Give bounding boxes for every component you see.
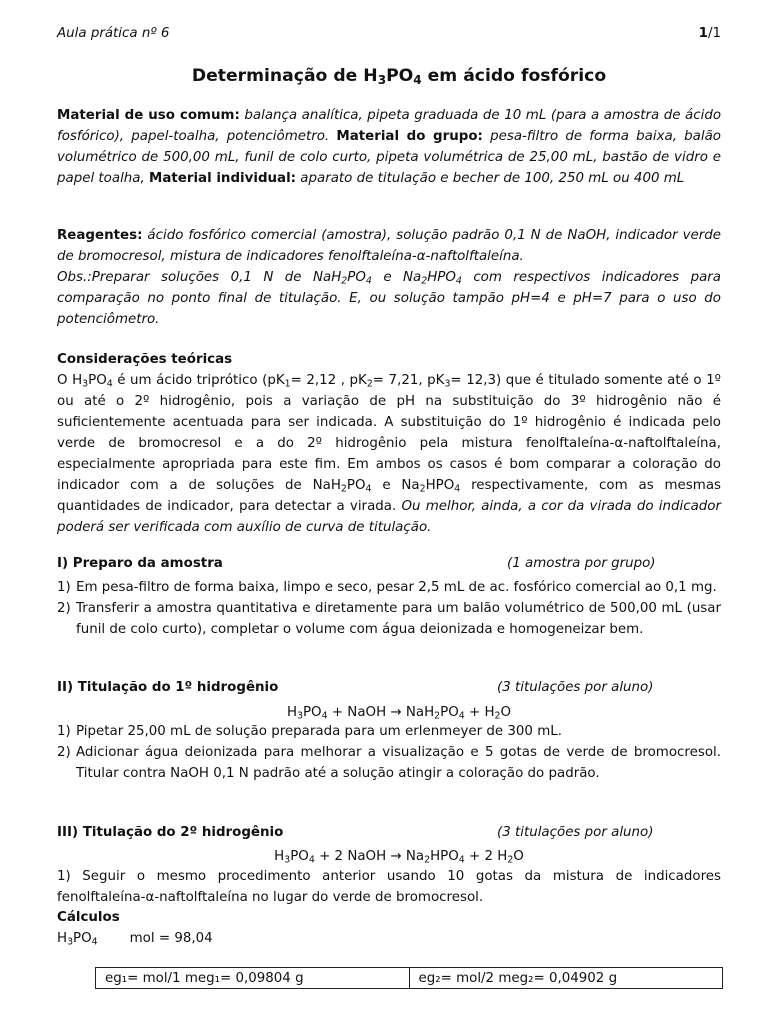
page-header	[57, 26, 721, 44]
calculations-heading: Cálculos	[57, 910, 120, 925]
table-row	[96, 968, 723, 989]
molar-mass-line: $H_3PO_4$ mol = 98,04	[57, 931, 213, 948]
second-titration-step: 1) Seguir o mesmo procedimento anterior usando 10 gotas da mistura de indicadores fenolftaleína-α-naftolftaleína no lugar do verde de bromocresol.	[57, 869, 721, 905]
theory-paragraph: O $H_3PO_4$ é um ácido triprótico ($pK_1= 2,12$ , $pK_2= 7,21$, $pK_3= 12,3$) que é titulado somente até o 1º ou até o 2º hidrogênio, pois a variação de pH na substituição do 3º hidrogênio não é suficientemente acentuada para ser indicada. A substituição do 1º hidrogênio é indicada pelo verde de bromocresol e a do 2º hidrogênio pela mistura fenolftaleína-α-naftolftaleína, especialmente apropriada para este fim. Em ambos os casos é bom comparar a coloração do indicador com a de soluções de $NaH_2PO_4$ e $Na_2HPO_4$ respectivamente, com as mesmas quantidades de indicador, para detectar a virada. Ou melhor, ainda, a cor da virada do indicador poderá ser verificada com auxílio de curva de titulação.	[57, 373, 721, 535]
list-item: 1) Pipetar 25,00 mL de solução preparada para um erlenmeyer de 300 mL.	[57, 724, 562, 739]
obs-note: Obs.:Preparar soluções 0,1 N de $NaH_2PO_4$ e $Na_2HPO_4$ com respectivos indicadores para comparação no ponto final de titulação. E, ou solução tampão pH=4 e pH=7 para o uso do potenciômetro.	[57, 270, 721, 327]
equivalents-table	[95, 967, 723, 989]
list-item: 2) Transferir a amostra quantitativa e diretamente para um balão volumétrico de 500,00 mL (usar funil de colo curto), completar o volume com água deionizada e homogeneizar bem.	[57, 601, 721, 637]
document-title: Determinação de $H_3PO_4$ em ácido fosfórico	[191, 66, 607, 87]
table-cell-eg1: eg₁= mol/1 meg₁= 0,09804 g	[96, 968, 410, 989]
page-number: 1/1	[698, 26, 721, 41]
table-cell-eg2: eg₂= mol/2 meg₂= 0,04902 g	[409, 968, 723, 989]
materials-paragraph: Material de uso comum: balança analítica, pipeta graduada de 10 mL (para a amostra de ácido fosfórico), papel-toalha, potenciômetro. Material do grupo: pesa-filtro de forma baixa, balão volumétrico de 500,00 mL, funil de colo curto, pipeta volumétrica de 25,00 mL, bastão de vidro e papel toalha, Material individual: aparato de titulação e becher de 100, 250 mL ou 400 mL	[57, 108, 722, 186]
list-item: 2) Adicionar água deionizada para melhorar a visualização e 5 gotas de verde de bromocresol. Titular contra NaOH 0,1 N padrão até a solução atingir a coloração do padrão.	[57, 745, 721, 781]
section-second-titration-heading: III) Titulação do 2º hidrogênio (3 titulações por aluno)	[57, 825, 654, 840]
section-sample-prep-heading: I) Preparo da amostra (1 amostra por grupo)	[57, 556, 656, 571]
section-first-titration-heading: II) Titulação do 1º hidrogênio (3 titulações por aluno)	[57, 680, 654, 695]
lesson-label: Aula prática nº 6	[57, 26, 170, 41]
sample-prep-steps	[57, 577, 721, 640]
reaction-equation-1: $H_3PO_4$ + NaOH → $NaH_2PO_4 + H_2O$	[286, 705, 512, 722]
reaction-equation-2: $H_3PO_4 + 2$ NaOH → $Na_2HPO_4 + 2$ $H_2O$	[274, 849, 524, 866]
first-titration-steps	[57, 721, 721, 784]
list-item: 1) Em pesa-filtro de forma baixa, limpo e seco, pesar 2,5 mL de ac. fosfórico comercial ao 0,1 mg.	[57, 580, 717, 595]
theory-heading: Considerações teóricas	[57, 352, 233, 367]
reagents-paragraph: Reagentes: ácido fosfórico comercial (amostra), solução padrão 0,1 N de NaOH, indicador verde de bromocresol, mistura de indicadores fenolftaleína-α-naftolftaleína. Obs.:Preparar soluções 0,1 N de $NaH_2PO_4$ e $Na_2HPO_4$ com respectivos indicadores para comparação no ponto final de titulação. E, ou solução tampão pH=4 e pH=7 para o uso do potenciômetro.	[57, 228, 721, 327]
